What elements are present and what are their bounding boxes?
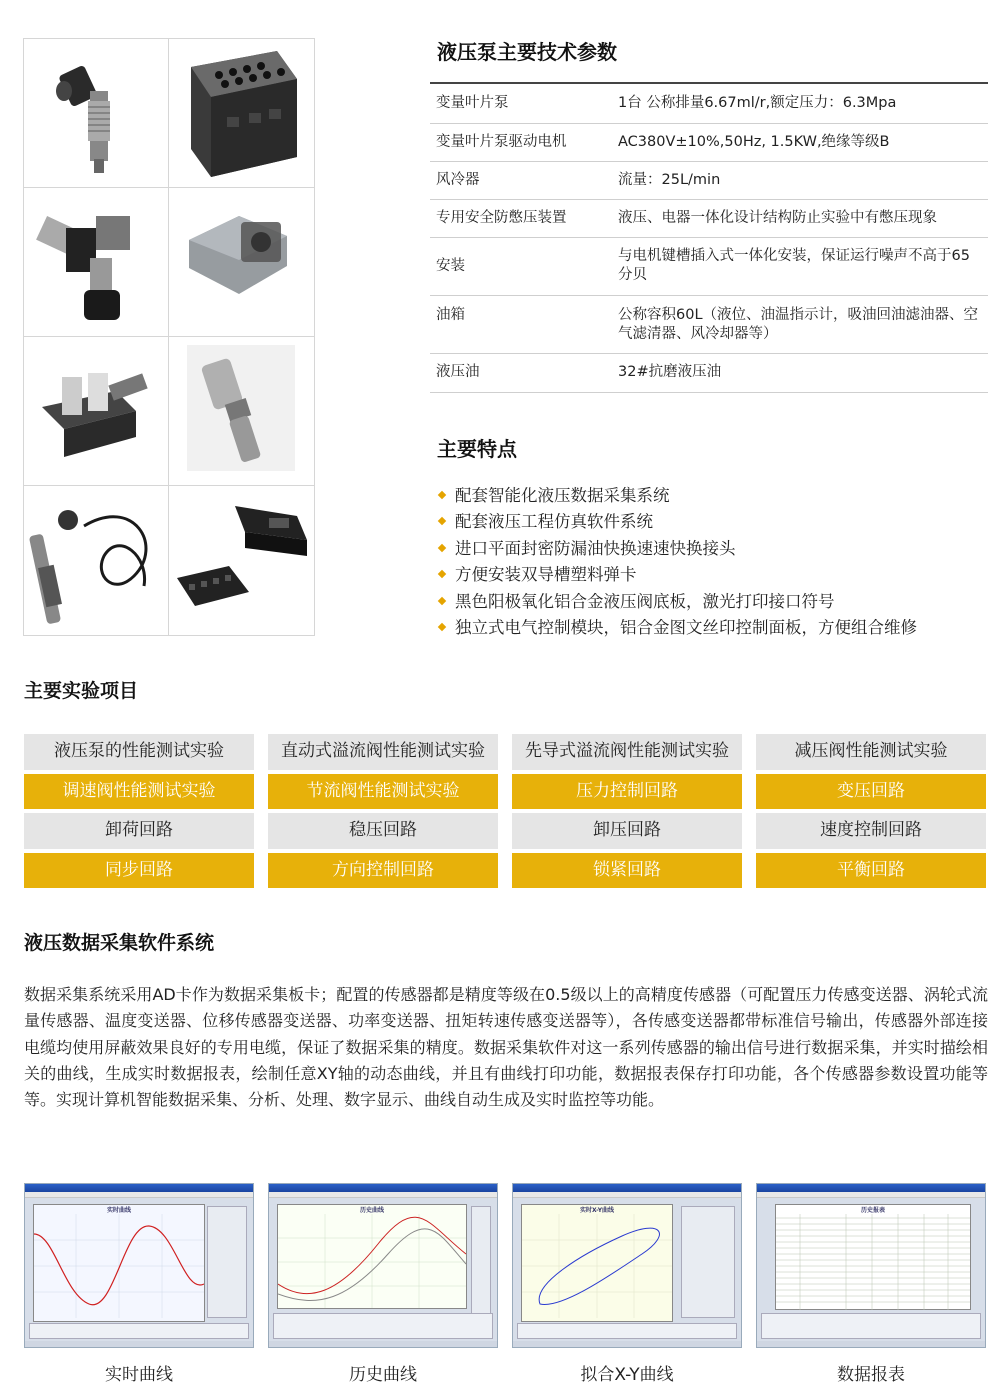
- bullet-icon: [438, 623, 446, 631]
- list-item: [437, 509, 917, 535]
- spec-value: 1台 公称排量6.67ml/r,额定压力：6.3Mpa: [618, 94, 897, 111]
- spec-row: [430, 161, 988, 199]
- window-titlebar: [25, 1184, 253, 1192]
- experiments-title: 主要实验项目: [24, 680, 139, 702]
- pressure-sensor-icon: [24, 39, 169, 188]
- product-photo-grid: [23, 38, 315, 636]
- list-item: [437, 589, 917, 615]
- experiment-item: 调速阀性能测试实验: [24, 774, 254, 810]
- list-item: [437, 483, 917, 509]
- feature-text: 配套智能化液压数据采集系统: [455, 486, 670, 505]
- spec-value: AC380V±10%,50Hz, 1.5KW,绝缘等级B: [618, 133, 890, 150]
- manifold-block-photo: [169, 39, 314, 188]
- mounting-clip-icon: [169, 486, 314, 635]
- legend-panel: [471, 1206, 491, 1318]
- features-title: 主要特点: [437, 437, 517, 461]
- bullet-icon: [438, 570, 446, 578]
- screenshot-caption: 历史曲线: [349, 1365, 417, 1385]
- history-curve-icon: [278, 1214, 466, 1308]
- valve-block-icon: [24, 337, 169, 486]
- xy-curve-screenshot: [512, 1183, 742, 1348]
- report-sheet: [775, 1204, 971, 1310]
- software-title: 液压数据采集软件系统: [24, 932, 215, 954]
- spec-value: 流量：25L/min: [618, 171, 721, 188]
- quick-coupling-photo: [169, 337, 314, 486]
- software-description: 数据采集系统采用AD卡作为数据采集板卡；配置的传感器都是精度等级在0.5级以上的高精度传感器（可配置压力传感变送器、涡轮式流量传感器、温度变送器、位移传感器变送器、功率变送器、扭矩转速传感变送器等），各传感变送器都带标准信号输出，传感器外部连接电缆均使用屏蔽效果良好的专用电缆，保证了数据采集的精度。数据采集软件对这一系列传感器的输出信号进行数据采集，并实时描绘相关的曲线，生成实时数据报表，绘制任意XY轴的动态曲线，并且有曲线打印功能，数据报表保存打印功能，各个传感器参数设置功能等等。实现计算机智能数据采集、分析、处理、数字显示、曲线自动生成及实时监控等功能。: [24, 985, 988, 1110]
- spec-value: 公称容积60L（液位、油温指示计，吸油回油滤油器、空气滤清器、风冷却器等）: [618, 306, 979, 342]
- bullet-icon: [438, 544, 446, 552]
- experiment-item: 液压泵的性能测试实验: [24, 734, 254, 770]
- query-panel: [273, 1313, 493, 1339]
- spec-key: 风冷器: [436, 171, 480, 188]
- valve-cover-photo: [169, 188, 314, 337]
- feature-text: 进口平面封密防漏油快换速速快换接头: [455, 538, 736, 558]
- window-menubar: [25, 1192, 253, 1198]
- screenshot-caption: 数据报表: [837, 1365, 905, 1385]
- feature-text: 方便安装双导槽塑料弹卡: [455, 565, 637, 585]
- solenoid-valve-icon: [24, 188, 169, 337]
- spec-value: 液压、电器一体化设计结构防止实验中有憋压现象: [618, 209, 937, 226]
- settings-panel: [681, 1206, 735, 1318]
- window-titlebar: [757, 1184, 985, 1192]
- experiment-item: 直动式溢流阀性能测试实验: [268, 734, 498, 770]
- spec-row: [430, 237, 988, 295]
- plot-area: [277, 1204, 467, 1309]
- spec-key: 变量叶片泵驱动电机: [436, 133, 567, 150]
- experiment-item: 同步回路: [24, 853, 254, 889]
- plot-title: 实时曲线: [106, 1207, 131, 1214]
- list-item: [437, 562, 917, 588]
- settings-panel: [207, 1206, 247, 1318]
- spec-table: [430, 82, 988, 393]
- window-menubar: [513, 1192, 741, 1198]
- experiment-item: 卸荷回路: [24, 813, 254, 849]
- status-bar: [757, 1341, 985, 1347]
- spec-key: 液压油: [436, 364, 480, 380]
- list-item: [437, 615, 917, 641]
- pressure-sensor-photo: [24, 39, 169, 188]
- screenshot-caption: 实时曲线: [105, 1365, 173, 1385]
- valve-cover-icon: [169, 188, 314, 337]
- spec-row: [430, 123, 988, 161]
- window-menubar: [269, 1192, 497, 1198]
- valve-block-photo: [24, 337, 169, 486]
- channel-bar: [517, 1323, 737, 1339]
- feature-text: 黑色阳极氧化铝合金液压阀底板，激光打印接口符号: [455, 591, 835, 611]
- features-list: [437, 483, 917, 641]
- spec-row: [430, 83, 988, 123]
- report-title: 历史报表: [860, 1207, 885, 1214]
- plot-title: 实时X-Y曲线: [579, 1207, 615, 1214]
- spec-key: 油箱: [436, 306, 465, 323]
- window-titlebar: [513, 1184, 741, 1192]
- status-bar: [269, 1341, 497, 1347]
- report-table-icon: [776, 1214, 970, 1310]
- spec-key: 安装: [436, 257, 465, 274]
- feature-text: 独立式电气控制模块，铝合金图文丝印控制面板，方便组合维修: [455, 617, 917, 637]
- bullet-icon: [438, 491, 446, 499]
- bullet-icon: [438, 517, 446, 525]
- status-bar: [25, 1341, 253, 1347]
- print-panel: [761, 1313, 981, 1339]
- sine-curve-icon: [34, 1214, 204, 1318]
- hose-sensor-icon: [24, 486, 169, 635]
- experiment-item: 稳压回路: [268, 813, 498, 849]
- spec-key: 变量叶片泵: [436, 94, 509, 111]
- spec-key: 专用安全防憋压装置: [436, 209, 567, 226]
- plot-area: [521, 1204, 673, 1322]
- status-bar: [513, 1341, 741, 1347]
- list-item: [437, 536, 917, 562]
- window-titlebar: [269, 1184, 497, 1192]
- plot-title: 历史曲线: [359, 1207, 384, 1214]
- solenoid-valve-photo: [24, 188, 169, 337]
- window-menubar: [757, 1192, 985, 1198]
- xy-loop-icon: [522, 1214, 672, 1318]
- spec-row: [430, 295, 988, 353]
- data-report-screenshot: [756, 1183, 986, 1348]
- spec-title: 液压泵主要技术参数: [437, 40, 617, 64]
- experiments-grid: [24, 734, 986, 888]
- experiment-item: 变压回路: [756, 774, 986, 810]
- experiment-item: 先导式溢流阀性能测试实验: [512, 734, 742, 770]
- spec-value: 32#抗磨液压油: [618, 364, 722, 380]
- bullet-icon: [438, 596, 446, 604]
- spec-row: [430, 353, 988, 392]
- experiment-item: 平衡回路: [756, 853, 986, 889]
- realtime-curve-screenshot: [24, 1183, 254, 1348]
- mounting-clip-photo: [169, 486, 314, 635]
- history-curve-screenshot: [268, 1183, 498, 1348]
- experiment-item: 卸压回路: [512, 813, 742, 849]
- manifold-block-icon: [169, 39, 314, 188]
- experiment-item: 减压阀性能测试实验: [756, 734, 986, 770]
- experiment-item: 方向控制回路: [268, 853, 498, 889]
- spec-value: 与电机键槽插入式一体化安装，保证运行噪声不高于65分贝: [618, 248, 970, 283]
- experiment-item: 压力控制回路: [512, 774, 742, 810]
- channel-bar: [29, 1323, 249, 1339]
- hose-sensor-photo: [24, 486, 169, 635]
- plot-area: [33, 1204, 205, 1322]
- spec-row: [430, 199, 988, 237]
- feature-text: 配套液压工程仿真软件系统: [455, 512, 653, 532]
- experiment-item: 速度控制回路: [756, 813, 986, 849]
- experiment-item: 锁紧回路: [512, 853, 742, 889]
- screenshot-caption: 拟合X-Y曲线: [580, 1365, 674, 1385]
- quick-coupling-icon: [169, 337, 314, 486]
- experiment-item: 节流阀性能测试实验: [268, 774, 498, 810]
